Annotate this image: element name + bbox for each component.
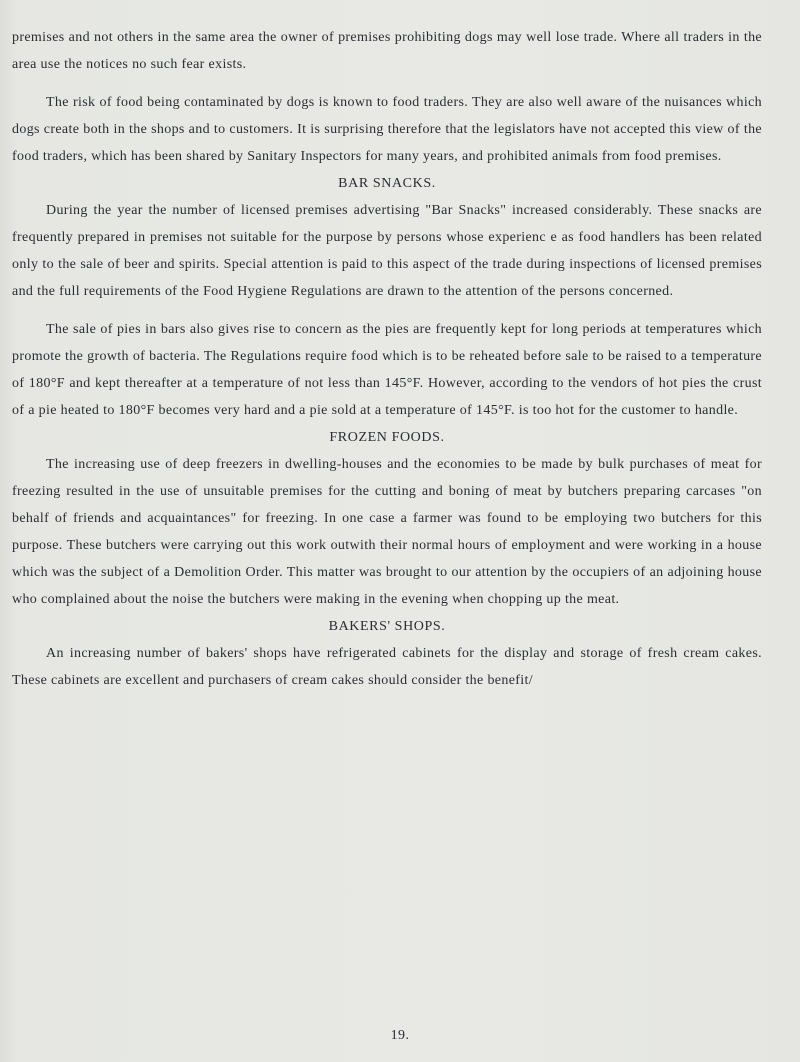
- paragraph-bakers-shops: An increasing number of bakers' shops have refrigerated cabinets for the display and storage of fresh cream cakes. These cabinets are excellent and purchasers of cream cakes should consider the benefit/: [12, 646, 762, 688]
- paragraph-frozen-foods: The increasing use of deep freezers in dwelling-houses and the economies to be made by bulk purchases of meat for freezing resulted in the use of unsuitable premises for the cutting and boning of meat by butchers preparing carcases "on behalf of friends and acquaintances" for freezing. In one case a farmer was found to be employing two butchers for this purpose. These butchers were carrying out this work outwith their normal hours of employment and were working in a house which was the subject of a Demolition Order. This matter was brought to our attention by the occupiers of an adjoining house who complained about the noise the butchers were making in the evening when chopping up the meat.: [12, 457, 762, 607]
- paragraph-bar-snacks: During the year the number of licensed premises advertising "Bar Snacks" increased considerably. These snacks are frequently prepared in premises not suitable for the purpose by persons whose experienc e as food handlers has been related only to the sale of beer and spirits. Special attention is paid to this aspect of the trade during inspections of licensed premises and the full requirements of the Food Hygiene Regulations are drawn to the attention of the persons concerned.: [12, 203, 762, 299]
- paragraph-pies: The sale of pies in bars also gives rise to concern as the pies are frequently kept for long periods at temperatures which promote the growth of bacteria. The Regulations require food which is to be reheated before sale to be raised to a temperature of 180°F and kept thereafter at a temperature of not less than 145°F. However, according to the vendors of hot pies the crust of a pie heated to 180°F becomes very hard and a pie sold at a temperature of 145°F. is too hot for the customer to handle.: [12, 322, 762, 418]
- heading-bar-snacks: BAR SNACKS.: [338, 176, 436, 191]
- heading-frozen-foods: FROZEN FOODS.: [329, 430, 445, 445]
- heading-bakers-shops: BAKERS' SHOPS.: [328, 619, 446, 634]
- page-number: 19.: [390, 1028, 410, 1043]
- document-body: [12, 24, 762, 694]
- paragraph-continuation: premises and not others in the same area the owner of premises prohibiting dogs may well lose trade. Where all traders in the area use the notices no such fear exists.: [12, 30, 762, 72]
- paragraph-dogs-risk: The risk of food being contaminated by dogs is known to food traders. They are also well aware of the nuisances which dogs create both in the shops and to customers. It is surprising therefore that the legislators have not accepted this view of the food traders, which has been shared by Sanitary Inspectors for many years, and prohibited animals from food premises.: [12, 95, 762, 164]
